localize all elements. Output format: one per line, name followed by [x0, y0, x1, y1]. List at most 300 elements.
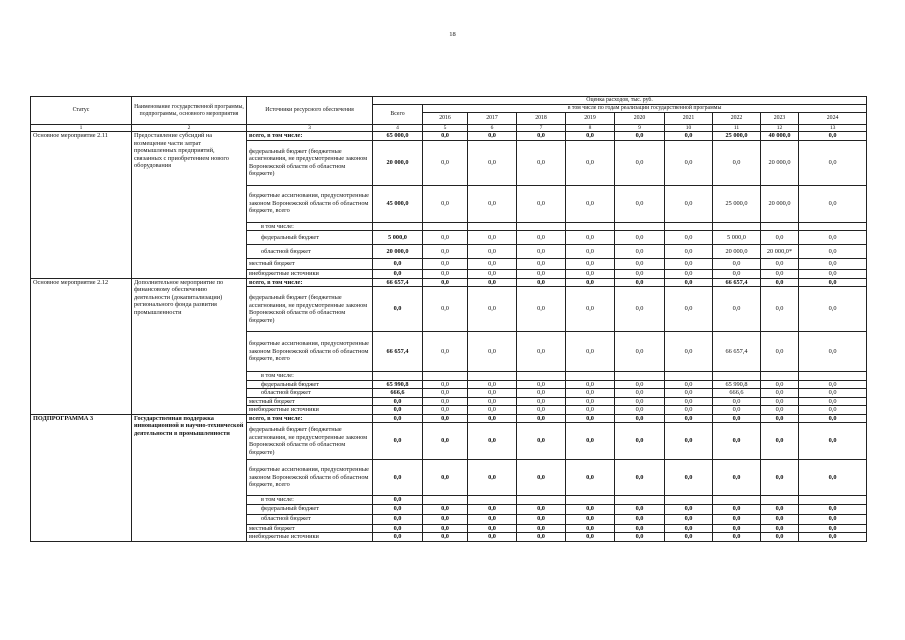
cell-year-value: 0,0 [615, 259, 665, 270]
cell-year-value: 0,0 [423, 504, 468, 514]
cell-total: 0,0 [373, 414, 423, 423]
cell-year-value: 20 000,0 [761, 140, 799, 185]
cell-year-value: 25 000,0 [713, 185, 761, 222]
cell-year-value: 0,0 [713, 423, 761, 460]
cell-total: 0,0 [373, 270, 423, 279]
cell-year-value: 0,0 [665, 185, 713, 222]
cell-year-value: 0,0 [517, 533, 566, 542]
cell-year-value: 0,0 [423, 185, 468, 222]
cell-year-value: 0,0 [468, 533, 517, 542]
cell-year-value: 0,0 [713, 514, 761, 524]
row-source: бюджетные ассигнования, предусмотренные законом Воронежской области об областном бюджете, всего [247, 332, 373, 372]
cell-year-value: 0,0 [468, 504, 517, 514]
header-year: 2017 [468, 113, 517, 125]
cell-year-value: 0,0 [423, 524, 468, 533]
header-year: 2021 [665, 113, 713, 125]
header-status: Статус [31, 97, 132, 125]
cell-year-value: 0,0 [615, 389, 665, 398]
cell-year-value: 0,0 [468, 524, 517, 533]
cell-year-value: 0,0 [468, 287, 517, 332]
cell-year-value: 0,0 [615, 504, 665, 514]
cell-total: 666,6 [373, 389, 423, 398]
cell-year-value: 0,0 [517, 524, 566, 533]
cell-year-value [615, 496, 665, 505]
table-row [31, 414, 867, 423]
cell-year-value: 0,0 [468, 414, 517, 423]
cell-year-value: 0,0 [799, 185, 867, 222]
cell-year-value: 0,0 [761, 287, 799, 332]
cell-year-value: 0,0 [566, 389, 615, 398]
cell-year-value: 0,0 [566, 287, 615, 332]
cell-year-value: 0,0 [423, 389, 468, 398]
cell-year-value: 0,0 [517, 332, 566, 372]
cell-year-value: 0,0 [615, 245, 665, 259]
cell-year-value: 0,0 [665, 389, 713, 398]
cell-year-value: 0,0 [761, 259, 799, 270]
cell-year-value: 20 000,0 [761, 185, 799, 222]
cell-year-value: 0,0 [799, 132, 867, 141]
cell-year-value: 0,0 [799, 245, 867, 259]
cell-year-value: 0,0 [517, 185, 566, 222]
cell-year-value [517, 222, 566, 231]
cell-total: 45 000,0 [373, 185, 423, 222]
cell-total: 0,0 [373, 533, 423, 542]
cell-year-value: 0,0 [423, 287, 468, 332]
cell-year-value: 0,0 [468, 259, 517, 270]
header-estimate: Оценка расходов, тыс. руб. [373, 97, 867, 105]
column-number: 9 [615, 125, 665, 132]
cell-year-value: 0,0 [799, 414, 867, 423]
budget-table [30, 96, 867, 542]
cell-year-value: 0,0 [566, 397, 615, 406]
cell-year-value: 0,0 [799, 332, 867, 372]
cell-year-value: 0,0 [665, 514, 713, 524]
cell-year-value [517, 496, 566, 505]
cell-year-value: 0,0 [517, 380, 566, 389]
cell-year-value: 0,0 [761, 504, 799, 514]
cell-year-value [423, 222, 468, 231]
row-source: местный бюджет [247, 524, 373, 533]
cell-year-value: 0,0 [423, 140, 468, 185]
cell-year-value: 0,0 [799, 278, 867, 287]
cell-year-value: 0,0 [761, 406, 799, 415]
cell-year-value: 5 000,0 [713, 231, 761, 245]
cell-total [373, 372, 423, 381]
cell-year-value [615, 222, 665, 231]
cell-year-value [517, 372, 566, 381]
cell-year-value: 0,0 [517, 132, 566, 141]
cell-year-value: 0,0 [665, 245, 713, 259]
cell-year-value: 0,0 [615, 380, 665, 389]
cell-year-value: 66 657,4 [713, 278, 761, 287]
column-number: 11 [713, 125, 761, 132]
cell-year-value: 0,0 [423, 278, 468, 287]
cell-year-value: 0,0 [713, 504, 761, 514]
cell-total: 65 990,8 [373, 380, 423, 389]
row-source: федеральный бюджет [247, 504, 373, 514]
cell-total: 20 000,0 [373, 140, 423, 185]
cell-year-value: 0,0 [665, 406, 713, 415]
cell-year-value [566, 222, 615, 231]
cell-total: 0,0 [373, 287, 423, 332]
cell-year-value: 0,0 [799, 389, 867, 398]
cell-year-value [468, 496, 517, 505]
column-number: 2 [132, 125, 247, 132]
cell-year-value: 0,0 [468, 185, 517, 222]
column-number: 7 [517, 125, 566, 132]
cell-year-value: 0,0 [566, 460, 615, 496]
column-number: 3 [247, 125, 373, 132]
header-year: 2020 [615, 113, 665, 125]
cell-year-value: 0,0 [423, 132, 468, 141]
cell-year-value: 0,0 [423, 423, 468, 460]
cell-year-value: 0,0 [468, 132, 517, 141]
cell-year-value: 0,0 [799, 231, 867, 245]
cell-year-value: 0,0 [713, 259, 761, 270]
cell-year-value: 0,0 [761, 332, 799, 372]
cell-year-value: 0,0 [761, 533, 799, 542]
cell-year-value: 0,0 [517, 397, 566, 406]
row-source: всего, в том числе: [247, 278, 373, 287]
cell-year-value: 0,0 [517, 460, 566, 496]
header-total: Всего [373, 105, 423, 125]
column-number: 10 [665, 125, 713, 132]
cell-year-value: 0,0 [713, 287, 761, 332]
row-source: федеральный бюджет (бюджетные ассигнования, не предусмотренные законом Воронежской области об областном бюджете) [247, 140, 373, 185]
cell-year-value [761, 222, 799, 231]
row-source: федеральный бюджет [247, 231, 373, 245]
cell-total: 66 657,4 [373, 332, 423, 372]
cell-year-value: 65 990,8 [713, 380, 761, 389]
cell-year-value: 0,0 [761, 231, 799, 245]
cell-year-value: 66 657,4 [713, 332, 761, 372]
cell-year-value: 0,0 [468, 140, 517, 185]
cell-year-value: 0,0 [517, 514, 566, 524]
cell-year-value: 0,0 [713, 406, 761, 415]
cell-year-value: 0,0 [713, 270, 761, 279]
cell-year-value [713, 372, 761, 381]
cell-year-value: 0,0 [517, 259, 566, 270]
cell-total: 0,0 [373, 460, 423, 496]
cell-year-value [665, 496, 713, 505]
cell-year-value: 0,0 [665, 270, 713, 279]
cell-year-value: 0,0 [761, 278, 799, 287]
cell-year-value: 0,0 [615, 414, 665, 423]
cell-year-value: 0,0 [665, 423, 713, 460]
row-status: Основное мероприятие 2.11 [31, 132, 132, 279]
cell-year-value: 0,0 [566, 406, 615, 415]
cell-year-value [799, 372, 867, 381]
cell-year-value: 0,0 [468, 231, 517, 245]
cell-year-value: 0,0 [665, 231, 713, 245]
cell-year-value: 0,0 [665, 287, 713, 332]
cell-year-value: 0,0 [713, 140, 761, 185]
cell-year-value [799, 222, 867, 231]
row-source: бюджетные ассигнования, предусмотренные законом Воронежской области об областном бюджете, всего [247, 460, 373, 496]
cell-year-value [713, 222, 761, 231]
cell-year-value: 0,0 [799, 423, 867, 460]
header-year: 2022 [713, 113, 761, 125]
row-source: всего, в том числе: [247, 414, 373, 423]
cell-year-value: 0,0 [799, 504, 867, 514]
cell-year-value: 0,0 [566, 132, 615, 141]
cell-year-value [665, 222, 713, 231]
cell-year-value: 0,0 [665, 132, 713, 141]
cell-year-value: 0,0 [566, 414, 615, 423]
row-source: внебюджетные источники [247, 533, 373, 542]
header-program-name: Наименование государственной программы, подпрограммы, основного мероприятия [132, 97, 247, 125]
cell-year-value: 0,0 [566, 533, 615, 542]
cell-year-value: 0,0 [799, 533, 867, 542]
cell-year-value: 0,0 [517, 389, 566, 398]
cell-year-value: 0,0 [615, 185, 665, 222]
cell-year-value [665, 372, 713, 381]
row-source: бюджетные ассигнования, предусмотренные законом Воронежской области об областном бюджете, всего [247, 185, 373, 222]
cell-year-value: 0,0 [517, 504, 566, 514]
cell-year-value: 0,0 [615, 460, 665, 496]
cell-year-value: 666,6 [713, 389, 761, 398]
cell-total: 0,0 [373, 397, 423, 406]
cell-year-value: 0,0 [713, 533, 761, 542]
cell-year-value: 0,0 [517, 406, 566, 415]
cell-year-value: 0,0 [761, 270, 799, 279]
cell-year-value: 0,0 [517, 231, 566, 245]
cell-year-value: 0,0 [615, 397, 665, 406]
cell-total: 65 000,0 [373, 132, 423, 141]
cell-year-value: 0,0 [566, 332, 615, 372]
cell-total: 20 000,0 [373, 245, 423, 259]
cell-year-value: 0,0 [615, 406, 665, 415]
cell-year-value: 0,0 [423, 231, 468, 245]
cell-year-value: 0,0 [468, 423, 517, 460]
cell-year-value: 0,0 [468, 380, 517, 389]
row-source: областной бюджет [247, 389, 373, 398]
cell-year-value: 0,0 [799, 380, 867, 389]
cell-year-value: 0,0 [799, 397, 867, 406]
cell-year-value [468, 222, 517, 231]
cell-year-value: 0,0 [761, 524, 799, 533]
cell-year-value: 0,0 [713, 397, 761, 406]
cell-year-value: 0,0 [615, 231, 665, 245]
cell-year-value: 0,0 [761, 380, 799, 389]
cell-year-value: 0,0 [615, 423, 665, 460]
column-number: 8 [566, 125, 615, 132]
row-program-name: Государственная поддержка инновационной и научно-технической деятельности в промышленности [132, 414, 247, 541]
cell-year-value: 0,0 [468, 406, 517, 415]
cell-total: 0,0 [373, 504, 423, 514]
cell-year-value: 0,0 [468, 332, 517, 372]
cell-year-value: 0,0 [761, 414, 799, 423]
cell-year-value: 0,0 [713, 460, 761, 496]
header-by-years: в том числе по годам реализации государственной программы [423, 105, 867, 113]
cell-year-value: 0,0 [468, 514, 517, 524]
cell-year-value: 0,0 [566, 514, 615, 524]
cell-year-value: 0,0 [566, 245, 615, 259]
row-status: ПОДПРОГРАММА 3 [31, 414, 132, 541]
cell-year-value: 0,0 [423, 397, 468, 406]
cell-year-value: 0,0 [665, 278, 713, 287]
cell-year-value: 0,0 [799, 140, 867, 185]
cell-year-value [423, 372, 468, 381]
cell-year-value: 0,0 [423, 259, 468, 270]
cell-year-value: 0,0 [761, 514, 799, 524]
cell-year-value: 0,0 [799, 287, 867, 332]
cell-year-value: 0,0 [799, 460, 867, 496]
header-year: 2019 [566, 113, 615, 125]
cell-year-value: 0,0 [799, 259, 867, 270]
cell-year-value: 0,0 [517, 423, 566, 460]
row-source: областной бюджет [247, 514, 373, 524]
cell-year-value [761, 372, 799, 381]
cell-year-value: 0,0 [566, 140, 615, 185]
cell-year-value [566, 372, 615, 381]
cell-year-value: 0,0 [665, 380, 713, 389]
row-source: областной бюджет [247, 245, 373, 259]
cell-total [373, 222, 423, 231]
cell-year-value: 0,0 [665, 524, 713, 533]
cell-year-value: 0,0 [665, 414, 713, 423]
cell-year-value: 0,0 [713, 524, 761, 533]
cell-year-value [423, 496, 468, 505]
cell-year-value: 0,0 [665, 140, 713, 185]
row-source: в том числе: [247, 372, 373, 381]
row-source: федеральный бюджет (бюджетные ассигнования, не предусмотренные законом Воронежской области об областном бюджете) [247, 287, 373, 332]
cell-year-value: 0,0 [799, 270, 867, 279]
cell-year-value: 0,0 [665, 504, 713, 514]
cell-year-value: 0,0 [566, 270, 615, 279]
cell-year-value: 0,0 [799, 406, 867, 415]
cell-year-value: 0,0 [423, 332, 468, 372]
cell-total: 5 000,0 [373, 231, 423, 245]
cell-total: 0,0 [373, 423, 423, 460]
row-source: в том числе: [247, 496, 373, 505]
cell-year-value: 0,0 [423, 514, 468, 524]
cell-year-value: 0,0 [665, 460, 713, 496]
row-source: федеральный бюджет (бюджетные ассигнования, не предусмотренные законом Воронежской области об областном бюджете) [247, 423, 373, 460]
cell-year-value: 0,0 [615, 524, 665, 533]
cell-year-value: 0,0 [665, 397, 713, 406]
row-program-name: Предоставление субсидий на возмещение части затрат промышленных предприятий, связанных с приобретением нового оборудования [132, 132, 247, 279]
cell-year-value: 0,0 [517, 270, 566, 279]
cell-year-value: 0,0 [799, 524, 867, 533]
table-row [31, 278, 867, 287]
row-source: внебюджетные источники [247, 270, 373, 279]
cell-year-value: 0,0 [566, 380, 615, 389]
cell-year-value: 0,0 [566, 185, 615, 222]
cell-year-value [566, 496, 615, 505]
cell-year-value: 0,0 [566, 278, 615, 287]
cell-year-value: 0,0 [517, 140, 566, 185]
cell-year-value: 0,0 [761, 397, 799, 406]
cell-year-value: 0,0 [423, 270, 468, 279]
cell-year-value [799, 496, 867, 505]
row-status: Основное мероприятие 2.12 [31, 278, 132, 414]
cell-total: 0,0 [373, 259, 423, 270]
row-source: всего, в том числе: [247, 132, 373, 141]
cell-year-value: 0,0 [517, 278, 566, 287]
cell-year-value: 0,0 [566, 524, 615, 533]
cell-year-value: 0,0 [423, 414, 468, 423]
cell-year-value: 0,0 [517, 414, 566, 423]
cell-total: 66 657,4 [373, 278, 423, 287]
column-number: 6 [468, 125, 517, 132]
row-source: федеральный бюджет [247, 380, 373, 389]
column-number: 4 [373, 125, 423, 132]
header-year: 2016 [423, 113, 468, 125]
cell-year-value [713, 496, 761, 505]
cell-year-value: 0,0 [615, 278, 665, 287]
cell-year-value: 0,0 [423, 245, 468, 259]
cell-year-value: 0,0 [468, 245, 517, 259]
cell-year-value: 0,0 [665, 533, 713, 542]
cell-year-value: 0,0 [566, 504, 615, 514]
cell-year-value: 0,0 [468, 460, 517, 496]
cell-total: 0,0 [373, 524, 423, 533]
cell-year-value: 0,0 [761, 460, 799, 496]
column-number: 13 [799, 125, 867, 132]
cell-year-value [761, 496, 799, 505]
cell-total: 0,0 [373, 406, 423, 415]
cell-year-value: 0,0 [423, 460, 468, 496]
page-number: 18 [449, 31, 456, 38]
cell-year-value: 0,0 [468, 270, 517, 279]
cell-year-value: 0,0 [423, 406, 468, 415]
cell-year-value: 0,0 [517, 245, 566, 259]
cell-year-value: 0,0 [468, 389, 517, 398]
row-source: местный бюджет [247, 397, 373, 406]
cell-year-value: 0,0 [615, 533, 665, 542]
cell-year-value: 20 000,0* [761, 245, 799, 259]
row-source: местный бюджет [247, 259, 373, 270]
header-sources: Источники ресурсного обеспечения [247, 97, 373, 125]
header-year: 2023 [761, 113, 799, 125]
cell-year-value: 0,0 [423, 533, 468, 542]
cell-year-value: 0,0 [468, 278, 517, 287]
cell-year-value: 0,0 [468, 397, 517, 406]
cell-year-value: 0,0 [566, 259, 615, 270]
cell-year-value: 0,0 [615, 514, 665, 524]
cell-year-value: 0,0 [615, 332, 665, 372]
cell-year-value: 0,0 [566, 423, 615, 460]
cell-year-value: 0,0 [761, 423, 799, 460]
cell-year-value: 0,0 [615, 270, 665, 279]
row-source: в том числе: [247, 222, 373, 231]
header-year: 2018 [517, 113, 566, 125]
row-program-name: Дополнительное мероприятие по финансовому обеспечению деятельности (докапитализации) регионального фонда развития промышленности [132, 278, 247, 414]
cell-total: 0,0 [373, 514, 423, 524]
cell-year-value [468, 372, 517, 381]
column-number: 5 [423, 125, 468, 132]
cell-year-value: 0,0 [566, 231, 615, 245]
column-number: 1 [31, 125, 132, 132]
cell-year-value: 25 000,0 [713, 132, 761, 141]
cell-year-value: 0,0 [713, 414, 761, 423]
cell-year-value: 0,0 [615, 140, 665, 185]
table-row [31, 132, 867, 141]
column-number: 12 [761, 125, 799, 132]
cell-year-value: 0,0 [423, 380, 468, 389]
cell-year-value: 0,0 [615, 132, 665, 141]
cell-year-value: 40 000,0 [761, 132, 799, 141]
header-year: 2024 [799, 113, 867, 125]
cell-year-value: 0,0 [665, 332, 713, 372]
cell-year-value [615, 372, 665, 381]
cell-year-value: 0,0 [665, 259, 713, 270]
cell-year-value: 0,0 [799, 514, 867, 524]
row-source: внебюджетные источники [247, 406, 373, 415]
cell-year-value: 0,0 [615, 287, 665, 332]
cell-year-value: 20 000,0 [713, 245, 761, 259]
